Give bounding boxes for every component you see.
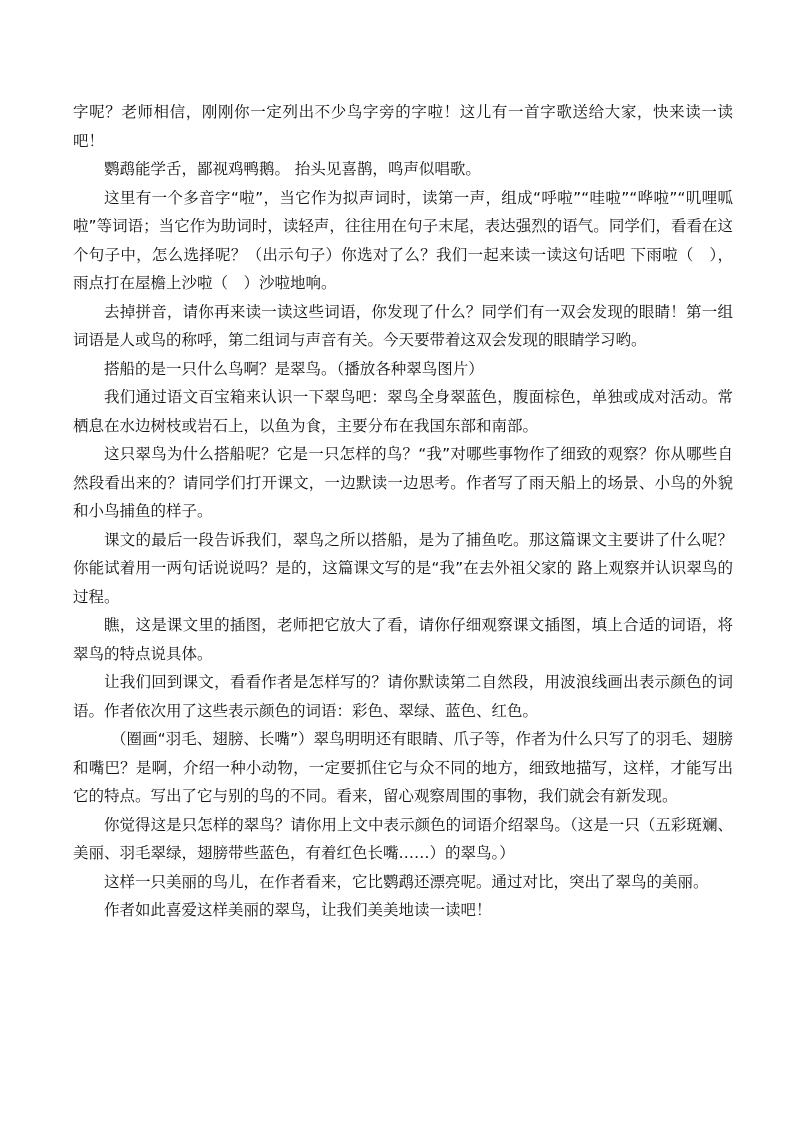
paragraph-1: 字呢？老师相信，刚刚你一定列出不少鸟字旁的字啦！这儿有一首字歌送给大家，快来读一读吧！ [73, 103, 733, 150]
paragraph-10: 让我们回到课文，看看作者是怎样写的？请你默读第二自然段，用波浪线画出表示颜色的词语。作者依次用了这些表示颜色的词语：彩色、翠绿、蓝色、红色。 [73, 673, 733, 720]
document-body [73, 98, 733, 925]
paragraph-3: 这里有一个多音字“啦”，当它作为拟声词时，读第一声，组成“呼啦”“哇啦”“哗啦”“叽哩呱啦”等词语；当它作为助词时，读轻声，往往用在句子末尾，表达强烈的语气。同学们，看看在这个句子中，怎么选择呢？（出示句子）你选对了么？我们一起来读一读这句话吧 下雨啦（ ），雨点打在屋檐上沙啦（ ）沙啦地响。 [73, 188, 733, 292]
paragraph-2: 鹦鹉能学舌，鄙视鸡鸭鹅。 抬头见喜鹊，鸣声似唱歌。 [104, 160, 481, 178]
paragraph-5: 搭船的是一只什么鸟啊？是翠鸟。（播放各种翠鸟图片） [104, 359, 484, 378]
paragraph-7: 这只翠鸟为什么搭船呢？它是一只怎样的鸟？“我”对哪些事物作了细致的观察？你从哪些自然段看出来的？请同学们打开课文，一边默读一边思考。作者写了雨天船上的场景、小鸟的外貌和小鸟捕鱼的样子。 [73, 445, 733, 520]
paragraph-12: 你觉得这是只怎样的翠鸟？请你用上文中表示颜色的词语介绍翠鸟。（这是一只（五彩斑斓、美丽、羽毛翠绿，翅膀带些蓝色，有着红色长嘴……）的翠鸟。） [73, 815, 733, 862]
paragraph-6: 我们通过语文百宝箱来认识一下翠鸟吧：翠鸟全身翠蓝色，腹面棕色，单独或成对活动。常栖息在水边树枝或岩石上，以鱼为食，主要分布在我国东部和南部。 [73, 388, 733, 435]
paragraph-4: 去掉拼音，请你再来读一读这些词语，你发现了什么？同学们有一双会发现的眼睛！第一组词语是人或鸟的称呼，第二组词与声音有关。今天要带着这双会发现的眼睛学习哟。 [73, 302, 733, 349]
paragraph-9: 瞧，这是课文里的插图，老师把它放大了看，请你仔细观察课文插图，填上合适的词语，将翠鸟的特点说具体。 [73, 616, 733, 663]
paragraph-11: （圈画“羽毛、翅膀、长嘴”）翠鸟明明还有眼睛、爪子等，作者为什么只写了的羽毛、翅膀和嘴巴？是啊，介绍一种小动物，一定要抓住它与众不同的地方，细致地描写，这样，才能写出它的特点。写出了它与别的鸟的不同。看来，留心观察周围的事物，我们就会有新发现。 [73, 730, 733, 805]
paragraph-13: 这样一只美丽的鸟儿，在作者看来，它比鹦鹉还漂亮呢。通过对比，突出了翠鸟的美丽。 [104, 872, 709, 891]
paragraph-8: 课文的最后一段告诉我们，翠鸟之所以搭船，是为了捕鱼吃。那这篇课文主要讲了什么呢？你能试着用一两句话说说吗？是的，这篇课文写的是“我”在去外祖父家的 路上观察并认识翠鸟的过程。 [73, 530, 733, 606]
paragraph-14: 作者如此喜爱这样美丽的翠鸟，让我们美美地读一读吧！ [104, 901, 492, 919]
